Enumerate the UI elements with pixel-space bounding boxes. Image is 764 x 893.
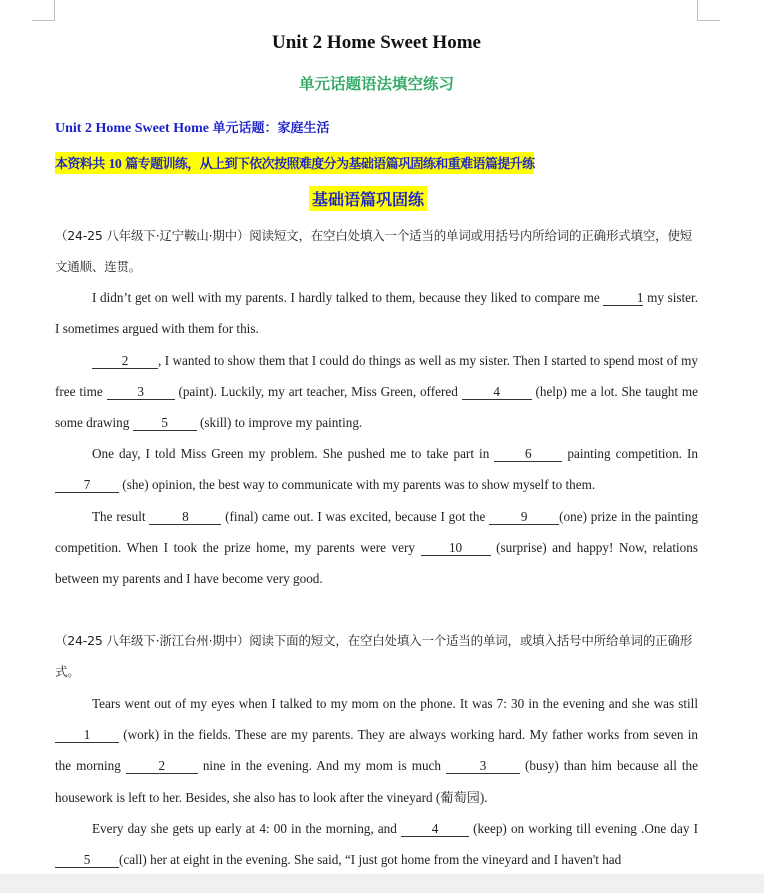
- blank-10[interactable]: 10: [421, 540, 491, 556]
- passage2-paragraph-2: Every day she gets up early at 4: 00 in the morning, and 4 (keep) on working till evening .One day I 5 (call) her at eight in the evening. She said, “I just got home from the vineyard and I haven't had: [55, 813, 698, 875]
- unit-topic-cn: 单元话题：家庭生活: [212, 121, 330, 136]
- passage1-paragraph-1: I didn’t get on well with my parents. I hardly talked to them, because they liked to compare me 1 my sister. I sometimes argued with them for this.: [55, 290, 698, 337]
- page-corner-mark-right: [697, 0, 720, 21]
- blank-p2-3[interactable]: 3: [446, 758, 520, 774]
- passage1-instructions: （24-25 八年级下·辽宁鞍山·期中）阅读短文，在空白处填入一个适当的单词或用括号内所给词的正确形式填空，使短文通顺、连贯。: [55, 228, 693, 274]
- resource-notice: [55, 152, 534, 174]
- document-title: Unit 2 Home Sweet Home: [272, 32, 481, 53]
- passage2-paragraph-1: Tears went out of my eyes when I talked to my mom on the phone. It was 7: 30 in the evening and she was still 1 (work) in the fields. These are my parents. They are always working hard. My father works from seven in the morning 2 nine in the evening. And my mom is much 3 (busy) than him because all the housework is left to her. Besides, she also has to look after the vineyard (葡萄园).: [55, 696, 698, 805]
- passage1-paragraph-4: The result 8 (final) came out. I was excited, because I got the 9 (one) prize in the painting competition. When I took the prize home, my parents were very 10 (surprise) and happy! Now, relations between my parents and I have become very good.: [55, 509, 698, 587]
- passage2-instructions: （24-25 八年级下·浙江台州·期中）阅读下面的短文，在空白处填入一个适当的单词，或填入括号中所给单词的正确形式。: [55, 633, 693, 679]
- blank-6[interactable]: 6: [494, 446, 562, 462]
- blank-8[interactable]: 8: [149, 509, 221, 525]
- unit-topic-line: [55, 117, 329, 137]
- blank-2[interactable]: 2: [92, 353, 158, 369]
- blank-p2-4[interactable]: 4: [401, 821, 469, 837]
- page-corner-mark-left: [32, 0, 55, 21]
- blank-5[interactable]: 5: [133, 415, 197, 431]
- blank-p2-5[interactable]: 5: [55, 852, 119, 868]
- notice-count: 10: [108, 157, 122, 172]
- section-heading: 基础语篇巩固练: [309, 186, 427, 211]
- unit-topic-en: Unit 2 Home Sweet Home: [55, 121, 213, 136]
- blank-1[interactable]: 1: [603, 290, 643, 306]
- blank-3[interactable]: 3: [107, 384, 175, 400]
- passage1-paragraph-3: One day, I told Miss Green my problem. She pushed me to take part in 6 painting competition. In 7 (she) opinion, the best way to communicate with my parents was to show myself to them.: [55, 438, 698, 500]
- notice-text-b: 篇专题训练，从上到下依次按照难度分为基础语篇巩固练和重难语篇提升练: [121, 157, 535, 172]
- blank-p2-1[interactable]: 1: [55, 727, 119, 743]
- document-subtitle: 单元话题语法填空练习: [298, 75, 454, 93]
- blank-9[interactable]: 9: [489, 509, 559, 525]
- blank-4[interactable]: 4: [462, 384, 532, 400]
- horizontal-scrollbar[interactable]: [0, 874, 764, 893]
- notice-text-a: 本资料共: [55, 157, 109, 172]
- passage1-paragraph-2: 2 , I wanted to show them that I could do things as well as my sister. Then I started to spend most of my free time 3 (paint). Luckily, my art teacher, Miss Green, offered 4 (help) me a lot. She taught me some drawing 5 (skill) to improve my painting.: [55, 353, 698, 431]
- blank-7[interactable]: 7: [55, 477, 119, 493]
- blank-p2-2[interactable]: 2: [126, 758, 198, 774]
